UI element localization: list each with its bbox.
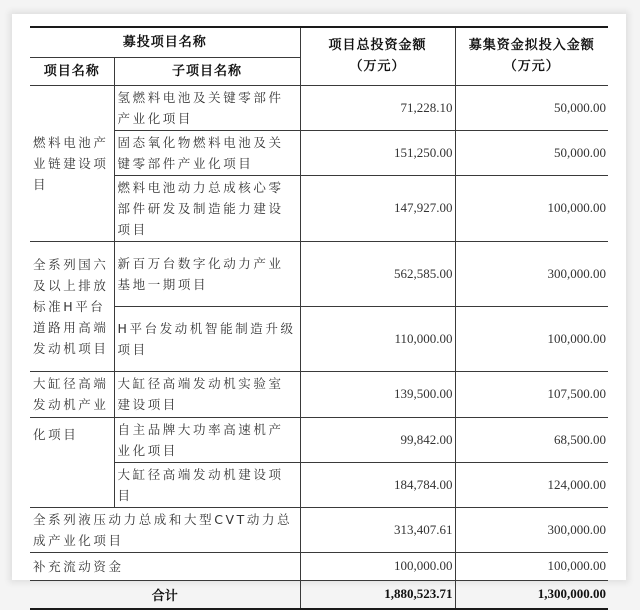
total-investment-cell: 184,784.00 — [300, 462, 455, 507]
raised-funds-sum: 1,300,000.00 — [455, 580, 608, 609]
subproject-cell: 氢燃料电池及关键零部件产业化项目 — [114, 85, 300, 130]
total-investment-sum: 1,880,523.71 — [300, 580, 455, 609]
total-investment-cell: 100,000.00 — [300, 552, 455, 580]
raised-funds-cell: 50,000.00 — [455, 130, 608, 175]
project-name-cell-part2: 化项目 — [30, 417, 114, 507]
raised-funds-cell: 124,000.00 — [455, 462, 608, 507]
header-raised-funds — [455, 27, 608, 85]
total-investment-cell: 110,000.00 — [300, 306, 455, 371]
table-row — [30, 130, 608, 175]
table-row — [30, 417, 608, 462]
total-label: 合计 — [30, 580, 300, 609]
subproject-cell: 固态氧化物燃料电池及关键零部件产业化项目 — [114, 130, 300, 175]
raised-funds-cell: 100,000.00 — [455, 306, 608, 371]
header-raised-funds-line2: （万元） — [503, 59, 560, 75]
document-card — [12, 14, 626, 604]
total-investment-cell: 151,250.00 — [300, 130, 455, 175]
header-subproject-name: 子项目名称 — [114, 57, 300, 85]
raised-funds-cell: 300,000.00 — [455, 241, 608, 306]
subproject-cell: 大缸径高端发动机实验室建设项目 — [114, 371, 300, 417]
total-investment-cell: 562,585.00 — [300, 241, 455, 306]
project-name-cell: 全系列液压动力总成和大型CVT动力总成产业化项目 — [30, 507, 300, 552]
table-row — [30, 552, 608, 580]
project-name-cell: 全系列国六及以上排放标准H平台道路用高端发动机项目 — [30, 241, 114, 371]
header-group-title: 募投项目名称 — [30, 27, 300, 57]
raised-funds-cell: 100,000.00 — [455, 175, 608, 241]
raised-funds-cell: 68,500.00 — [455, 417, 608, 462]
header-row-1 — [30, 27, 608, 57]
subproject-cell: 大缸径高端发动机建设项目 — [114, 462, 300, 507]
table-row — [30, 507, 608, 552]
total-investment-cell: 147,927.00 — [300, 175, 455, 241]
raised-funds-cell: 100,000.00 — [455, 552, 608, 580]
project-name-cell: 燃料电池产业链建设项目 — [30, 85, 114, 241]
header-raised-funds-line1: 募集资金拟投入金额 — [468, 38, 595, 54]
table-row — [30, 462, 608, 507]
total-investment-cell: 139,500.00 — [300, 371, 455, 417]
header-project-name: 项目名称 — [30, 57, 114, 85]
subproject-cell: H平台发动机智能制造升级项目 — [114, 306, 300, 371]
table-row — [30, 306, 608, 371]
total-investment-cell: 99,842.00 — [300, 417, 455, 462]
table-row — [30, 85, 608, 130]
header-total-investment — [300, 27, 455, 85]
table-row — [30, 175, 608, 241]
fundraising-projects-table — [30, 26, 608, 610]
raised-funds-cell: 300,000.00 — [455, 507, 608, 552]
header-total-investment-line2: （万元） — [349, 59, 406, 75]
raised-funds-cell: 107,500.00 — [455, 371, 608, 417]
project-name-cell-part1: 大缸径高端发动机产业 — [30, 371, 114, 417]
table-row — [30, 371, 608, 417]
total-investment-cell: 71,228.10 — [300, 85, 455, 130]
total-investment-cell: 313,407.61 — [300, 507, 455, 552]
header-total-investment-line1: 项目总投资金额 — [328, 38, 427, 54]
raised-funds-cell: 50,000.00 — [455, 85, 608, 130]
subproject-cell: 自主品牌大功率高速机产业化项目 — [114, 417, 300, 462]
project-name-cell: 补充流动资金 — [30, 552, 300, 580]
table-row — [30, 241, 608, 306]
subproject-cell: 新百万台数字化动力产业基地一期项目 — [114, 241, 300, 306]
subproject-cell: 燃料电池动力总成核心零部件研发及制造能力建设项目 — [114, 175, 300, 241]
